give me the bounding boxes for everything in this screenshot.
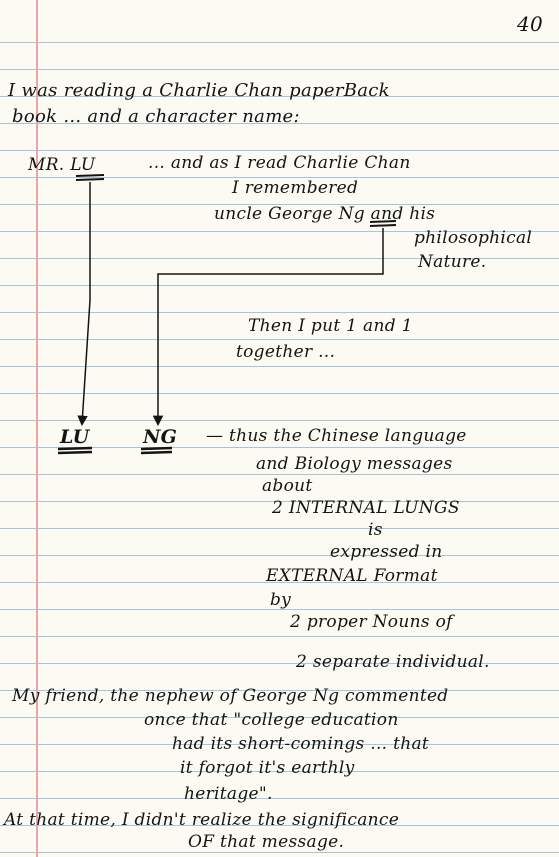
text-line: Then I put 1 and 1 — [248, 316, 413, 336]
text-line: I remembered — [232, 178, 359, 198]
connector-lu-arrow — [82, 182, 90, 424]
text-line: by — [270, 590, 292, 610]
page-number: 40 — [517, 12, 544, 36]
text-line: Nature. — [418, 252, 487, 272]
text-line: heritage". — [184, 784, 273, 804]
name-mr-lu: MR. LU — [28, 155, 96, 175]
text-line: ... and as I read Charlie Chan — [148, 153, 411, 173]
text-line: EXTERNAL Format — [266, 566, 438, 586]
name-lu: LU — [60, 426, 90, 448]
text-line: is — [368, 520, 383, 540]
underline-ng-bottom — [141, 448, 172, 453]
text-line: expressed in — [330, 542, 443, 562]
text-line: it forgot it's earthly — [180, 758, 355, 778]
text-line: about — [262, 476, 313, 496]
name-ng: NG — [143, 426, 178, 448]
text-line: philosophical — [414, 228, 533, 248]
text-line: — thus the Chinese language — [206, 426, 467, 446]
text-line: My friend, the nephew of George Ng commented — [12, 686, 449, 706]
text-line: uncle George Ng and his — [214, 204, 436, 224]
text-line: 2 proper Nouns of — [290, 612, 453, 632]
text-line: At that time, I didn't realize the significance — [4, 810, 400, 830]
text-line: and Biology messages — [256, 454, 453, 474]
text-line: together ... — [236, 342, 336, 362]
text-line: 2 separate individual. — [296, 652, 490, 672]
text-line: once that "college education — [144, 710, 399, 730]
underline-lu-top — [76, 175, 104, 180]
text-line: had its short-comings ... that — [172, 734, 430, 754]
text-line: 2 INTERNAL LUNGS — [272, 498, 460, 518]
text-line: I was reading a Charlie Chan paperBack — [8, 80, 390, 101]
text-line: book ... and a character name: — [12, 106, 300, 127]
underline-lu-bottom — [58, 448, 92, 453]
text-line: OF that message. — [188, 832, 345, 852]
